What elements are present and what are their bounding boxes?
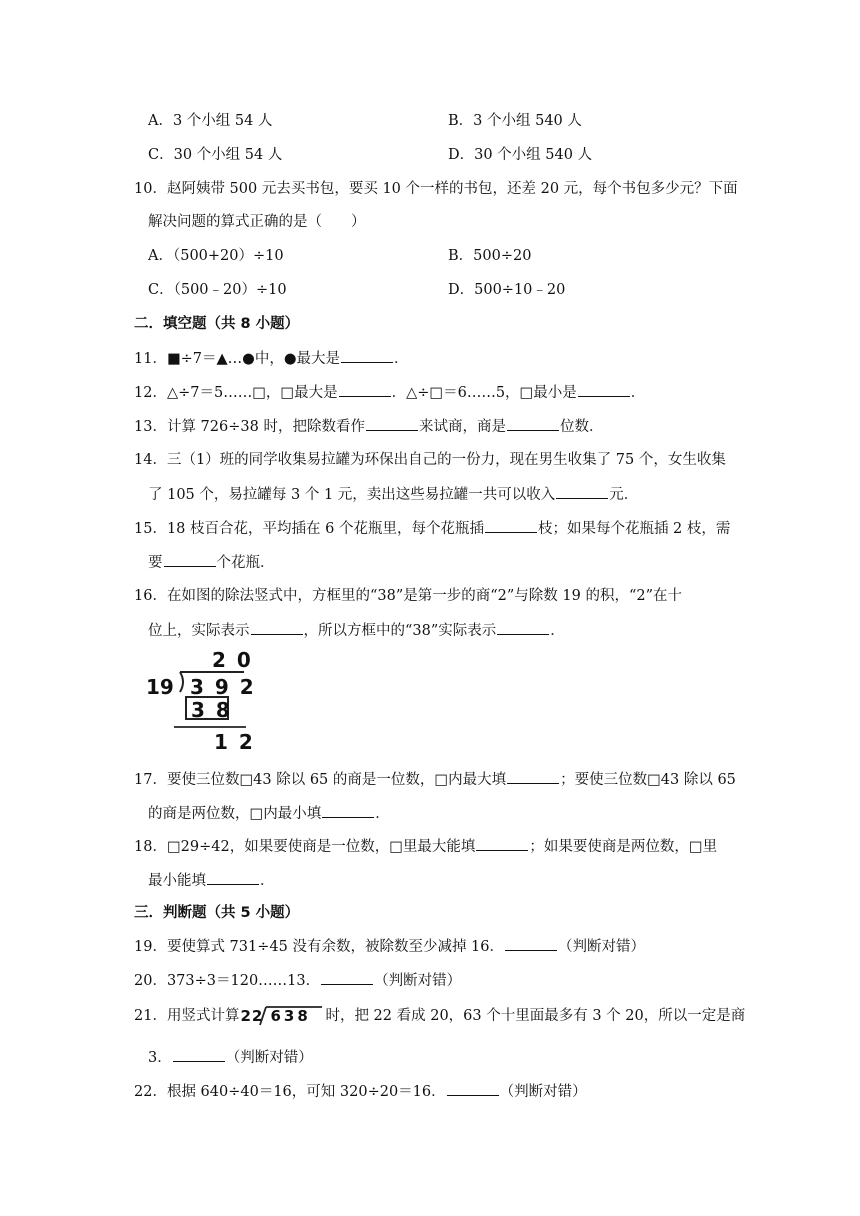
q11-text: 11．■÷7＝▲…●中，●最大是 (134, 351, 340, 367)
figure-divisor: 19 (146, 675, 174, 699)
q21-text-c: 3． (148, 1050, 172, 1066)
q22-judge: （判断对错） (499, 1084, 587, 1100)
answer-blank (207, 870, 259, 885)
answer-blank (339, 382, 391, 397)
q13-text-b: 来试商，商是 (418, 419, 506, 435)
q11 (134, 348, 408, 369)
section-2-heading: 二．填空题（共 8 小题） (134, 316, 300, 332)
figure-product: 3 8 (191, 698, 232, 722)
q16-end: ． (550, 623, 565, 639)
q9-option-b: B．3 个小组 540 人 (448, 113, 582, 129)
q14-text-a: 了 105 个，易拉罐每 3 个 1 元，卖出这些易拉罐一共可以收入 (148, 487, 556, 503)
q17-end: ． (375, 806, 390, 822)
q17-text-b: ；要使三位数□43 除以 65 (560, 772, 736, 788)
q18-text-c: 最小能填 (148, 873, 206, 889)
inline-division-image (240, 1005, 324, 1027)
q20 (134, 970, 461, 991)
answer-blank (251, 620, 303, 635)
q14-line2 (148, 484, 638, 505)
figure-dividend: 3 9 2 (190, 675, 256, 699)
answer-blank (366, 416, 418, 431)
q15-text-b: 枝；如果每个花瓶插 2 枝，需 (537, 521, 731, 537)
answer-blank (578, 382, 630, 397)
answer-blank (505, 936, 557, 951)
q15-text-a: 15．18 枝百合花，平均插在 6 个花瓶里，每个花瓶插 (134, 521, 484, 537)
q17-text-c: 的商是两位数，□内最小填 (148, 806, 322, 822)
q19 (134, 936, 645, 957)
q18-line1 (134, 836, 717, 857)
q10-option-d: D．500÷10﹣20 (448, 282, 566, 298)
long-division-figure (146, 648, 256, 756)
q17-text-a: 17．要使三位数□43 除以 65 的商是一位数，□内最大填 (134, 772, 507, 788)
figure-quotient: 2 0 (212, 648, 253, 672)
inline-dividend: 638 (270, 1007, 311, 1025)
answer-blank (497, 620, 549, 635)
q12-text-b: ．△÷□＝6……5，□最小是 (391, 385, 577, 401)
q20-judge: （判断对错） (374, 973, 462, 989)
answer-blank (447, 1081, 499, 1096)
q21-judge: （判断对错） (225, 1050, 313, 1066)
q12-text-a: 12．△÷7＝5……□，□最大是 (134, 385, 338, 401)
q16-line1: 16．在如图的除法竖式中，方框里的“38”是第一步的商“2”与除数 19 的积，“2”在十 (134, 588, 682, 604)
q15-line2 (148, 552, 275, 573)
answer-blank (507, 416, 559, 431)
q14-end: 元． (609, 487, 639, 503)
q15-end: 个花瓶． (216, 555, 275, 571)
q9-option-a: A．3 个小组 54 人 (148, 113, 273, 129)
section-3-heading: 三．判断题（共 5 小题） (134, 905, 300, 921)
q16-text-b: ，所以方框中的“38”实际表示 (303, 623, 497, 639)
q21-text-a: 21．用竖式计算 (134, 1008, 240, 1024)
answer-blank (321, 970, 373, 985)
q21-line2 (148, 1047, 313, 1068)
q14-line1: 14．三（1）班的同学收集易拉罐为环保出自己的一份力，现在男生收集了 75 个，女生收集 (134, 452, 726, 468)
q22-text: 22．根据 640÷40＝16，可知 320÷20＝16． (134, 1084, 446, 1100)
q10-line1: 10．赵阿姨带 500 元去买书包，要买 10 个一样的书包，还差 20 元，每个书包多少元？下面 (134, 181, 738, 197)
answer-blank (173, 1047, 225, 1062)
q11-end: ． (393, 351, 409, 367)
q15-line1 (134, 518, 730, 539)
q22 (134, 1081, 587, 1102)
q12-end: ． (630, 385, 646, 401)
q10-line2: 解决问题的算式正确的是（ ） (148, 214, 366, 230)
q18-text-b: ；如果要使商是两位数，□里 (529, 839, 718, 855)
q16-line2 (148, 620, 565, 641)
q21-line1 (134, 1005, 745, 1027)
q16-text-a: 位上，实际表示 (148, 623, 250, 639)
q19-text: 19．要使算式 731÷45 没有余数，被除数至少减掉 16． (134, 939, 505, 955)
figure-remainder: 1 2 (214, 730, 255, 754)
q19-judge: （判断对错） (558, 939, 646, 955)
answer-blank (476, 836, 528, 851)
answer-blank (341, 348, 393, 363)
q18-text-a: 18．□29÷42，如果要使商是一位数，□里最大能填 (134, 839, 476, 855)
answer-blank (507, 769, 559, 784)
q17-line2 (148, 803, 390, 824)
q21-text-b: 时，把 22 看成 20，63 个十里面最多有 3 个 20，所以一定是商 (325, 1008, 746, 1024)
q13-text-a: 13．计算 726÷38 时，把除数看作 (134, 419, 365, 435)
q20-text: 20．373÷3＝120……13． (134, 973, 321, 989)
q15-text-c: 要 (148, 555, 163, 571)
q10-option-b: B．500÷20 (448, 248, 532, 264)
q10-option-a: A．（500+20）÷10 (148, 248, 284, 264)
answer-blank (556, 484, 608, 499)
q13 (134, 416, 603, 437)
q12 (134, 382, 645, 403)
q18-line2 (148, 870, 275, 891)
q10-option-c: C．（500﹣20）÷10 (148, 282, 287, 298)
q13-end: 位数． (559, 419, 604, 435)
answer-blank (485, 518, 537, 533)
answer-blank (322, 803, 374, 818)
answer-blank (164, 552, 216, 567)
q17-line1 (134, 769, 736, 790)
q9-option-c: C．30 个小组 54 人 (148, 147, 283, 163)
q18-end: ． (260, 873, 275, 889)
q9-option-d: D．30 个小组 540 人 (448, 147, 593, 163)
inline-divisor: 22 (240, 1007, 264, 1025)
